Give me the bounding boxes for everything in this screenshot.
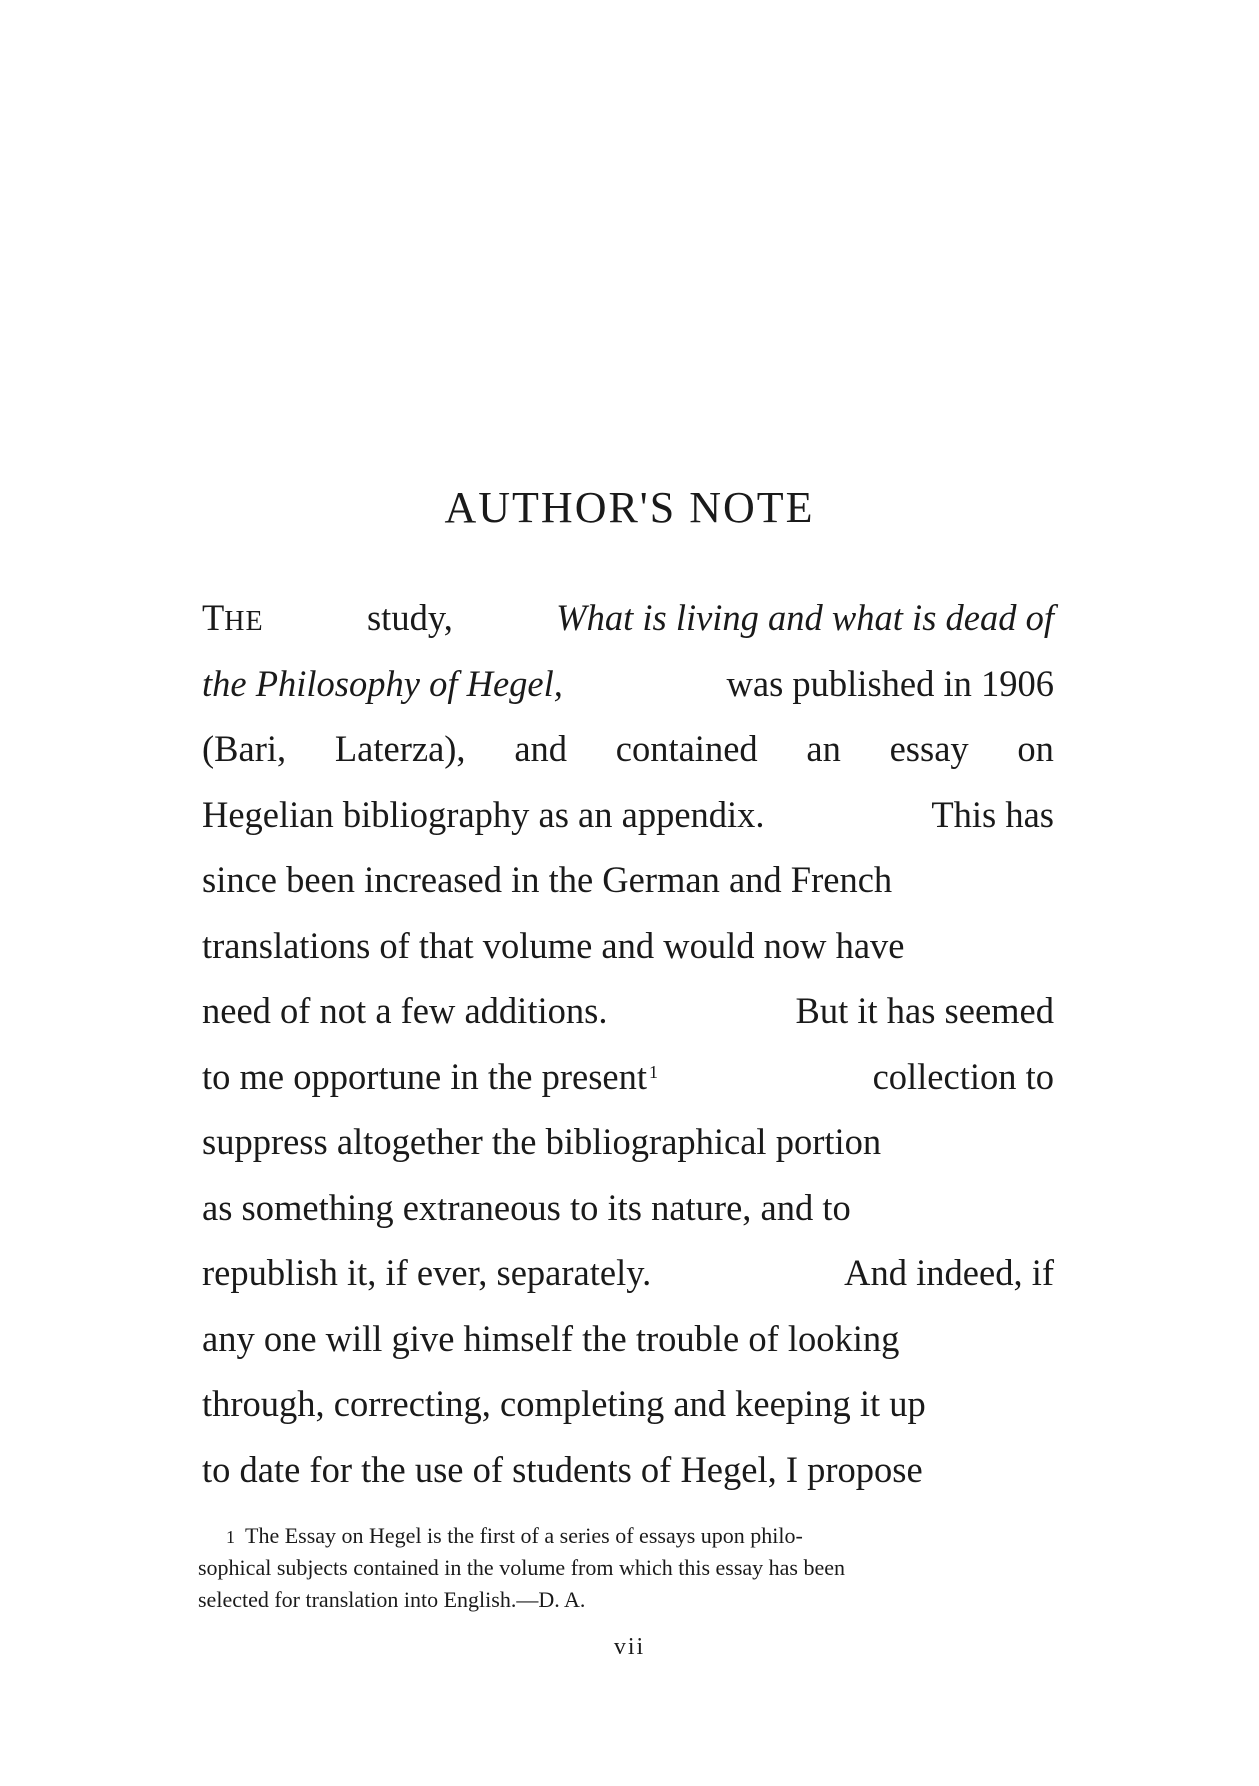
small-caps-initial: T xyxy=(202,597,225,638)
text-line-12 xyxy=(202,1306,1054,1372)
line-3-word: (Bari, xyxy=(202,728,287,769)
text-line-13 xyxy=(202,1371,1054,1437)
text-line-5 xyxy=(202,847,1054,913)
line-8-after: collection to xyxy=(872,1055,1054,1097)
text-line-9 xyxy=(202,1109,1054,1175)
page-number: vii xyxy=(613,1634,646,1660)
line-3-word: essay xyxy=(889,728,969,769)
footnote xyxy=(198,1520,1054,1616)
line-14-text: to date for the use of students of Hegel, I propose xyxy=(202,1448,923,1490)
line-2-rest: was published in 1906 xyxy=(726,662,1054,704)
line-13-text: through, correcting, completing and keeping it up xyxy=(202,1383,926,1424)
text-line-10 xyxy=(202,1175,1054,1241)
footnote-text: The Essay on Hegel is the first of a series of essays upon philo- xyxy=(245,1523,803,1548)
line-11-part: republish it, if ever, separately. xyxy=(202,1252,652,1293)
text-line-4 xyxy=(202,782,1054,848)
text-line-3 xyxy=(202,716,1054,782)
line-4-part: This has xyxy=(931,793,1054,835)
small-caps-rest: HE xyxy=(224,606,264,637)
line-1-word: study, xyxy=(366,597,453,638)
footnote-text: sophical subjects contained in the volume from which this essay has been xyxy=(198,1555,846,1580)
book-title-italic-part-1: What is living and what is dead of xyxy=(556,597,1054,638)
text-line-8 xyxy=(202,1044,1054,1110)
footnote-text: selected for translation into English.—D. A. xyxy=(198,1587,586,1612)
line-7-part: But it has seemed xyxy=(795,990,1054,1031)
text-line-7 xyxy=(202,978,1054,1044)
line-1-start xyxy=(202,585,264,651)
page-title: AUTHOR'S NOTE xyxy=(444,483,815,532)
body-paragraph xyxy=(202,585,1054,1502)
footnote-line-3 xyxy=(198,1584,1054,1616)
text-line-1 xyxy=(202,585,1054,651)
text-line-14 xyxy=(202,1437,1054,1503)
text-line-11 xyxy=(202,1240,1054,1306)
text-line-2 xyxy=(202,651,1054,717)
line-3-word: on xyxy=(1017,728,1054,769)
line-3-word: an xyxy=(806,728,841,769)
line-6-text: translations of that volume and would now have xyxy=(202,924,905,966)
footnote-line-1-text xyxy=(198,1520,803,1552)
book-title-italic-part-2: the Philosophy of Hegel, xyxy=(202,662,563,704)
line-8-text: to me opportune in the present xyxy=(202,1055,647,1097)
footnote-line-1 xyxy=(198,1520,1054,1552)
line-8-before xyxy=(202,1044,658,1110)
line-3-word: contained xyxy=(615,728,758,769)
footnote-line-2 xyxy=(198,1552,1054,1584)
line-11-part: And indeed, if xyxy=(844,1252,1054,1293)
line-10-text: as something extraneous to its nature, and to xyxy=(202,1186,851,1228)
line-9-text: suppress altogether the bibliographical portion xyxy=(202,1121,882,1162)
footnote-number: 1 xyxy=(226,1527,235,1547)
line-5-text: since been increased in the German and French xyxy=(202,859,893,900)
text-line-6 xyxy=(202,913,1054,979)
line-3-word: and xyxy=(514,728,568,769)
line-12-text: any one will give himself the trouble of looking xyxy=(202,1317,900,1359)
line-4-part: Hegelian bibliography as an appendix. xyxy=(202,793,765,835)
line-3-word: Laterza), xyxy=(334,728,466,769)
footnote-reference[interactable]: 1 xyxy=(649,1061,658,1082)
line-7-part: need of not a few additions. xyxy=(202,990,608,1031)
